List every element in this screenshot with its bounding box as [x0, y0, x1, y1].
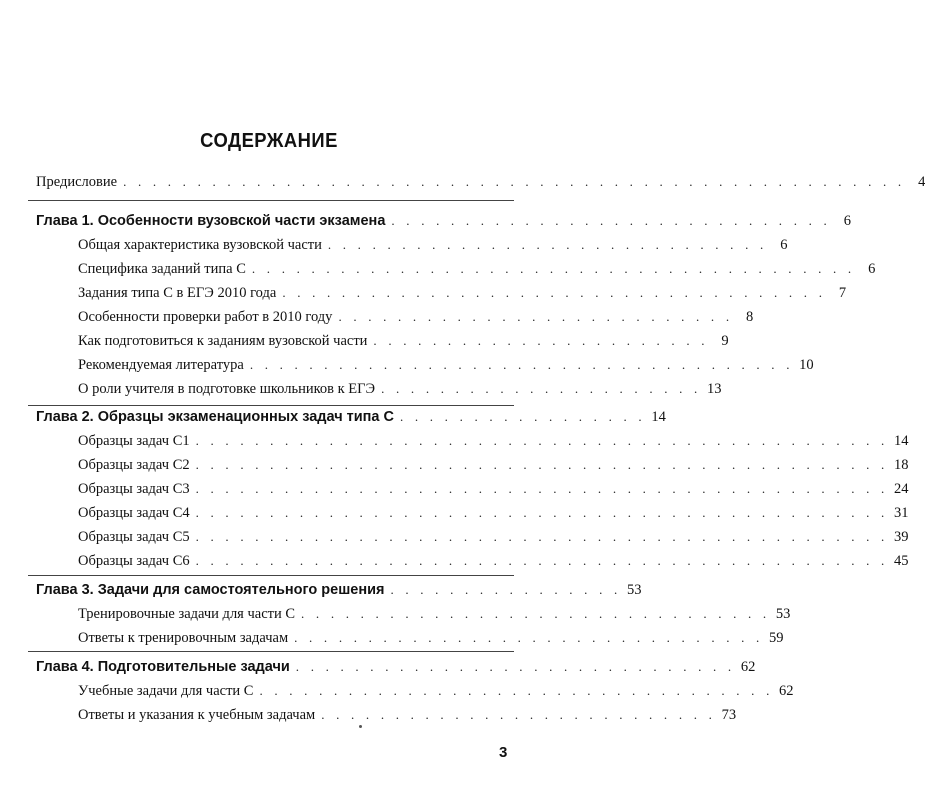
toc-entry-label: Образцы задач С5 [78, 529, 190, 545]
print-speck [359, 725, 362, 728]
toc-entry-page: 6 [868, 261, 876, 277]
toc-chapter-1[interactable] [36, 210, 851, 232]
toc-entry[interactable] [78, 258, 876, 280]
toc-entry[interactable] [78, 430, 909, 452]
dot-leader: . . . . . . . . . . . . . . . . . . . . . . . . . . . . . . . . [301, 606, 771, 621]
toc-entry-label: Общая характеристика вузовской части [78, 237, 322, 253]
toc-entry-page: 18 [893, 457, 909, 473]
toc-entry-page: 14 [893, 433, 909, 449]
dot-leader: . . . . . . . . . . . . . . . . . . . . . . . . . . . . . . . . . . . . . [249, 357, 794, 372]
toc-entry[interactable] [78, 354, 814, 376]
toc-chapter-page: 53 [626, 582, 642, 598]
toc-entry-page: 8 [746, 309, 754, 325]
dot-leader: . . . . . . . . . . . . . . . . . . . . . . [381, 381, 702, 396]
dot-leader: . . . . . . . . . . . . . . . . . . . . . . . . . . . . . . . . . . . . . . . . . . . . . . . . . . . . . [123, 174, 906, 189]
toc-entry[interactable] [78, 282, 847, 304]
toc-entry-label: Учебные задачи для части С [78, 683, 254, 699]
toc-entry-label: Тренировочные задачи для части С [78, 606, 296, 622]
toc-entry-page: 45 [893, 553, 909, 569]
dot-leader: . . . . . . . . . . . . . . . . . . . . . . . . . . . . . . . . . . . . . [282, 285, 827, 300]
toc-entry-label: Задания типа С в ЕГЭ 2010 года [78, 285, 277, 301]
toc-entry-label: Образцы задач С2 [78, 457, 190, 473]
dot-leader: . . . . . . . . . . . . . . . . . . . . . . . . . . . . . . . . [294, 630, 764, 645]
toc-entry-label: Специфика заданий типа С [78, 261, 246, 277]
toc-entry-label: Образцы задач С1 [78, 433, 190, 449]
toc-entry[interactable] [78, 234, 788, 256]
dot-leader: . . . . . . . . . . . . . . . . . . . . . . . . . . . . . . . . . . . . . . . . . . . . . . . [195, 457, 889, 472]
toc-entry-page: 59 [768, 630, 784, 646]
toc-entry[interactable] [78, 603, 791, 625]
toc-entry-label: Ответы к тренировочным задачам [78, 630, 289, 646]
dot-leader: . . . . . . . . . . . . . . . . . . . . . . . [373, 333, 709, 348]
toc-entry-page: 24 [893, 481, 909, 497]
dot-leader: . . . . . . . . . . . . . . . . . . . . . . . . . . . . . . [391, 213, 831, 228]
toc-entry-page: 53 [775, 606, 791, 622]
toc-entry-label: Рекомендуемая литература [78, 357, 244, 373]
section-divider [28, 200, 514, 201]
toc-entry-label: Предисловие [36, 174, 118, 190]
toc-entry-label: Ответы и указания к учебным задачам [78, 707, 316, 723]
dot-leader: . . . . . . . . . . . . . . . . . . . . . . . . . . . [321, 707, 717, 722]
toc-entry-label: О роли учителя в подготовке школьников к ЕГЭ [78, 381, 376, 397]
toc-chapter-3[interactable] [36, 579, 642, 601]
toc-chapter-label: Глава 4. Подготовительные задачи [36, 659, 290, 675]
dot-leader: . . . . . . . . . . . . . . . . . . . . . . . . . . . . . . . . . . . . . . . . . . . . . . . [195, 433, 889, 448]
toc-entry-page: 73 [721, 707, 737, 723]
toc-entry-page: 39 [893, 529, 909, 545]
dot-leader: . . . . . . . . . . . . . . . . . . . . . . . . . . . . . . [327, 237, 768, 252]
toc-entry[interactable] [78, 627, 784, 649]
dot-leader: . . . . . . . . . . . . . . . . . [399, 409, 646, 424]
toc-chapter-page: 14 [651, 409, 666, 425]
toc-entry[interactable] [78, 306, 754, 328]
toc-entry-page: 31 [893, 505, 909, 521]
toc-chapter-2[interactable] [36, 406, 666, 428]
dot-leader: . . . . . . . . . . . . . . . . [390, 582, 622, 597]
dot-leader: . . . . . . . . . . . . . . . . . . . . . . . . . . . . . . . . . . . . . . . . . . . . . . . [195, 529, 889, 544]
toc-entry-page: 7 [838, 285, 847, 301]
toc-entry-preface[interactable] [36, 171, 925, 193]
toc-entry[interactable] [78, 502, 909, 524]
section-divider [28, 651, 514, 652]
toc-entry-page: 9 [721, 333, 729, 349]
toc-entry-label: Образцы задач С4 [78, 505, 190, 521]
toc-chapter-page: 62 [740, 659, 756, 675]
toc-entry-page: 10 [799, 357, 814, 373]
page-title: СОДЕРЖАНИЕ [200, 130, 338, 152]
dot-leader: . . . . . . . . . . . . . . . . . . . . . . . . . . . . . . . . . . . . . . . . . . . . . . . [195, 505, 889, 520]
toc-entry[interactable] [78, 378, 722, 400]
dot-leader: . . . . . . . . . . . . . . . . . . . . . . . . . . . [338, 309, 734, 324]
dot-leader: . . . . . . . . . . . . . . . . . . . . . . . . . . . . . . [295, 659, 736, 674]
toc-entry-label: Особенности проверки работ в 2010 году [78, 309, 333, 325]
toc-entry[interactable] [78, 680, 794, 702]
toc-chapter-label: Глава 2. Образцы экзаменационных задач типа С [36, 409, 394, 425]
dot-leader: . . . . . . . . . . . . . . . . . . . . . . . . . . . . . . . . . . . . . . . . . . . . . . . [195, 481, 889, 496]
toc-entry-page: 13 [706, 381, 722, 397]
toc-entry-page: 4 [918, 174, 925, 190]
toc-chapter-label: Глава 3. Задачи для самостоятельного решения [36, 582, 385, 598]
toc-entry[interactable] [78, 526, 909, 548]
toc-entry[interactable] [78, 478, 909, 500]
toc-entry[interactable] [78, 550, 909, 572]
toc-entry-label: Как подготовиться к заданиям вузовской части [78, 333, 368, 349]
toc-chapter-page: 6 [843, 213, 851, 229]
dot-leader: . . . . . . . . . . . . . . . . . . . . . . . . . . . . . . . . . . . . . . . . . [251, 261, 856, 276]
toc-entry[interactable] [78, 330, 729, 352]
section-divider [28, 575, 514, 576]
toc-entry[interactable] [78, 454, 909, 476]
dot-leader: . . . . . . . . . . . . . . . . . . . . . . . . . . . . . . . . . . . . . . . . . . . . . . . [195, 553, 889, 568]
toc-entry-page: 6 [780, 237, 788, 253]
toc-entry-label: Образцы задач С6 [78, 553, 190, 569]
toc-entry-page: 62 [779, 683, 794, 699]
toc-chapter-label: Глава 1. Особенности вузовской части экзамена [36, 213, 386, 229]
toc-entry-label: Образцы задач С3 [78, 481, 190, 497]
dot-leader: . . . . . . . . . . . . . . . . . . . . . . . . . . . . . . . . . . . [259, 683, 774, 698]
toc-entry[interactable] [78, 704, 737, 726]
page-number: 3 [499, 744, 508, 761]
toc-chapter-4[interactable] [36, 656, 756, 678]
